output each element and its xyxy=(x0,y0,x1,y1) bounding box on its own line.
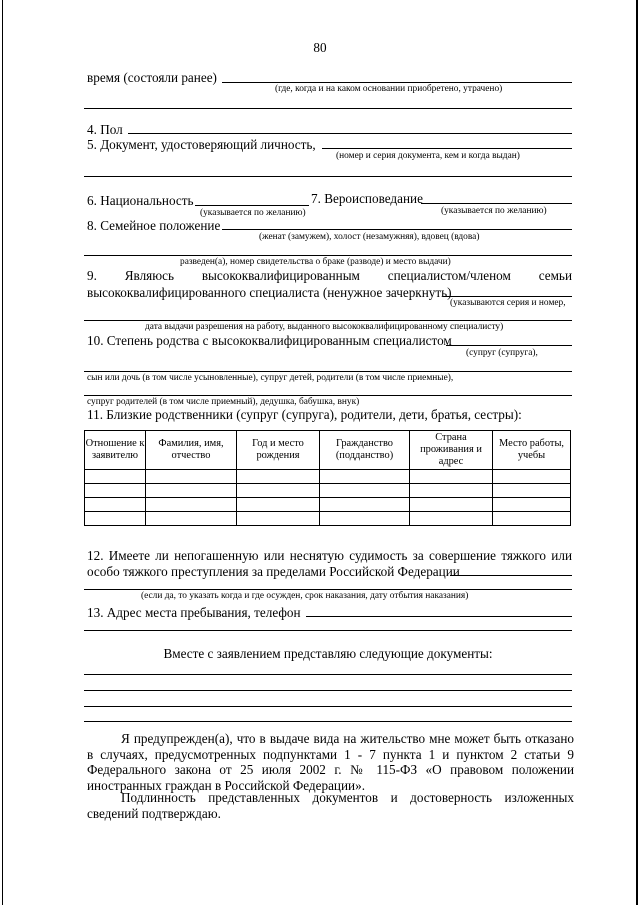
criminal-record-field-2[interactable] xyxy=(84,589,572,590)
col-birth: Год и место рождения xyxy=(237,431,320,470)
hq-specialist-field-2[interactable] xyxy=(84,320,572,321)
table-cell[interactable] xyxy=(85,512,146,526)
id-document-field-2[interactable] xyxy=(84,176,572,177)
item6-hint: (указывается по желанию) xyxy=(200,208,306,218)
table-cell[interactable] xyxy=(85,470,146,484)
address-field[interactable] xyxy=(306,616,572,617)
table-cell[interactable] xyxy=(320,484,410,498)
documents-line-3[interactable] xyxy=(84,706,572,707)
table-row xyxy=(85,498,571,512)
relationship-field[interactable] xyxy=(446,345,572,346)
warning-paragraph: Я предупрежден(а), что в выдаче вида на жительство мне может быть отказано в случаях, предусмотренных подпунктами 1 - 7 пункта 1 и пунктом 2 статьи 9 Федерального закона от 25 июля 2002 г. № 115-ФЗ «О правовом положении иностранных граждан в Российской Федерации». xyxy=(87,731,574,793)
col-work-study: Место работы, учебы xyxy=(493,431,571,470)
col-relation: Отношение к заявителю xyxy=(85,431,146,470)
id-document-field[interactable] xyxy=(322,148,572,149)
table-cell[interactable] xyxy=(237,498,320,512)
item12-line1: 12. Имеете ли непогашенную или неснятую судимость за совершение тяжкого или xyxy=(87,548,572,563)
documents-line-4[interactable] xyxy=(84,721,572,722)
table-cell[interactable] xyxy=(493,470,571,484)
table-cell[interactable] xyxy=(146,484,237,498)
table-cell[interactable] xyxy=(410,512,493,526)
table-row xyxy=(85,512,571,526)
item8-hint-1: (женат (замужем), холост (незамужняя), вдовец (вдова) xyxy=(259,232,480,242)
table-cell[interactable] xyxy=(237,512,320,526)
table-cell[interactable] xyxy=(320,512,410,526)
item9-hint-2: дата выдачи разрешения на работу, выданного высококвалифицированному специалисту) xyxy=(145,322,504,332)
col-full-name: Фамилия, имя, отчество xyxy=(146,431,237,470)
documents-line-2[interactable] xyxy=(84,690,572,691)
table-cell[interactable] xyxy=(146,512,237,526)
nationality-field[interactable] xyxy=(195,205,309,206)
table-cell[interactable] xyxy=(320,498,410,512)
hq-specialist-field[interactable] xyxy=(443,296,572,297)
table-cell[interactable] xyxy=(320,470,410,484)
item4-gender-label: 4. Пол xyxy=(87,122,123,137)
table-cell[interactable] xyxy=(493,498,571,512)
marital-status-field[interactable] xyxy=(222,229,572,230)
item9-line1: 9. Являюсь высококвалифицированным специалистом/членом семьи xyxy=(87,268,572,283)
scan-border-left xyxy=(2,0,3,905)
item12-hint: (если да, то указать когда и где осужден, срок наказания, дату отбытия наказания) xyxy=(141,591,469,601)
table-cell[interactable] xyxy=(146,498,237,512)
relationship-field-3[interactable] xyxy=(84,395,572,396)
gender-field[interactable] xyxy=(128,133,572,134)
col-country-address: Страна проживания и адрес xyxy=(410,431,493,470)
table-row xyxy=(85,484,571,498)
item13-address-label: 13. Адрес места пребывания, телефон xyxy=(87,605,301,620)
table-cell[interactable] xyxy=(410,484,493,498)
address-field-2[interactable] xyxy=(84,630,572,631)
table-cell[interactable] xyxy=(146,470,237,484)
item5-id-document-label: 5. Документ, удостоверяющий личность, xyxy=(87,137,316,152)
table-cell[interactable] xyxy=(410,498,493,512)
item10-hint-3: супруг родителей (в том числе приемный), дедушка, бабушка, внук) xyxy=(87,397,360,407)
criminal-record-field[interactable] xyxy=(450,575,572,576)
item10-hint-1: (супруг (супруга), xyxy=(466,348,538,358)
table-cell[interactable] xyxy=(493,512,571,526)
item5-hint: (номер и серия документа, кем и когда выдан) xyxy=(336,151,520,161)
confirmation-paragraph: Подлинность представленных документов и достоверность изложенных сведений подтверждаю. xyxy=(87,790,574,821)
scan-border-right xyxy=(636,0,638,905)
documents-line-1[interactable] xyxy=(84,674,572,675)
item7-religion-label: 7. Вероисповедание xyxy=(311,191,423,206)
item10-hint-2: сын или дочь (в том числе усыновленные), супруг детей, родители (в том числе приемные), xyxy=(87,373,454,383)
col-citizenship: Гражданство (подданство) xyxy=(320,431,410,470)
prior-residence-label: время (состояли ранее) xyxy=(87,70,217,85)
table-cell[interactable] xyxy=(493,484,571,498)
item9-line2: высококвалифицированного специалиста (ненужное зачеркнуть) xyxy=(87,285,452,300)
table-cell[interactable] xyxy=(237,470,320,484)
documents-heading: Вместе с заявлением представляю следующие документы: xyxy=(163,646,493,661)
item9-hint-1: (указываются серия и номер, xyxy=(450,298,566,308)
prior-residence-field[interactable] xyxy=(222,82,572,83)
relatives-table xyxy=(84,430,571,526)
table-cell[interactable] xyxy=(410,470,493,484)
marital-status-field-2[interactable] xyxy=(84,255,572,256)
table-cell[interactable] xyxy=(237,484,320,498)
item11-relatives-label: 11. Близкие родственники (супруг (супруга), родители, дети, братья, сестры): xyxy=(87,407,522,422)
item6-nationality-label: 6. Национальность xyxy=(87,193,194,208)
religion-field[interactable] xyxy=(421,203,572,204)
table-cell[interactable] xyxy=(85,498,146,512)
prior-residence-hint: (где, когда и на каком основании приобретено, утрачено) xyxy=(275,84,503,94)
item10-relationship-label: 10. Степень родства с высококвалифицированным специалистом xyxy=(87,333,452,348)
prior-residence-field-2[interactable] xyxy=(84,108,572,109)
table-cell[interactable] xyxy=(85,484,146,498)
item8-hint-2: разведен(а), номер свидетельства о браке (разводе) и место выдачи) xyxy=(180,257,451,267)
item8-marital-status-label: 8. Семейное положение xyxy=(87,218,221,233)
page-number: 80 xyxy=(313,40,327,55)
item12-line2: особо тяжкого преступления за пределами Российской Федерации xyxy=(87,564,460,579)
item7-hint: (указывается по желанию) xyxy=(441,206,547,216)
relationship-field-2[interactable] xyxy=(84,371,572,372)
table-header-row xyxy=(85,431,571,470)
table-row xyxy=(85,470,571,484)
